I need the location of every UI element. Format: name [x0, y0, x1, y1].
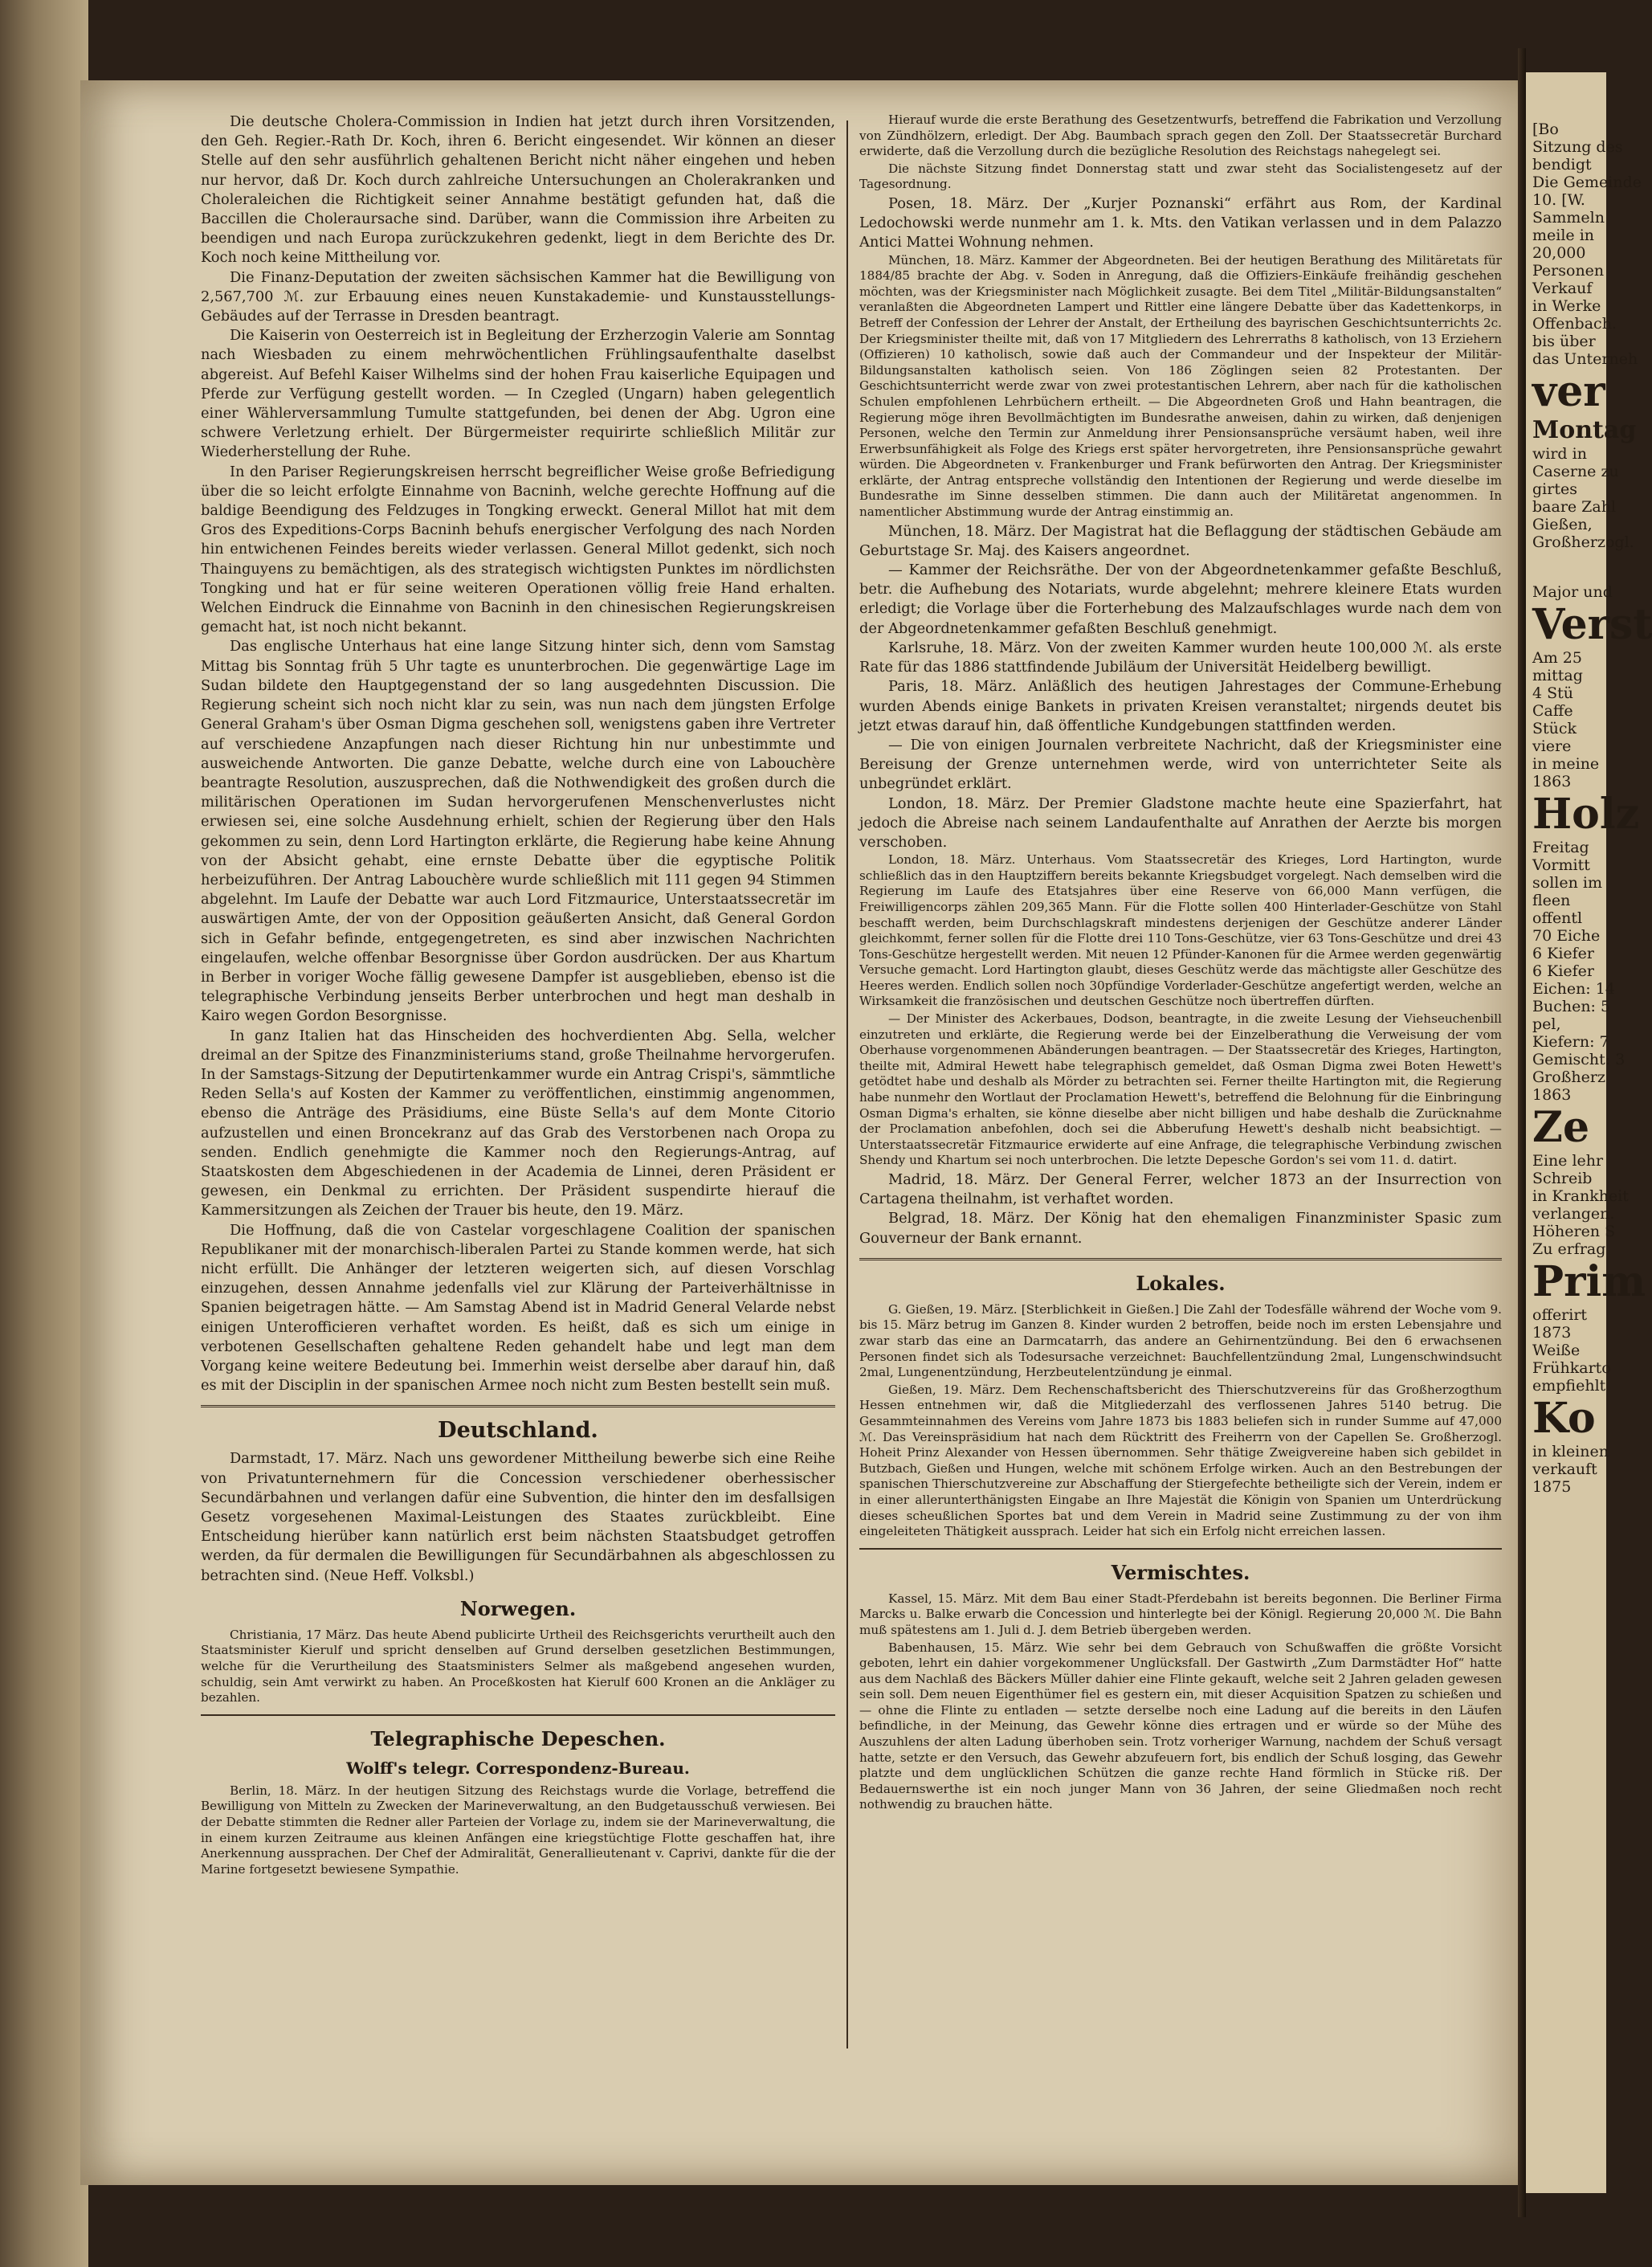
next-page-heading: Holz	[1532, 790, 1640, 839]
article-giessen-sterblichkeit: G. Gießen, 19. März. [Sterblichkeit in Gießen.] Die Zahl der Todesfälle während der Woche vom 9. bis 15. März betrug im Ganzen 8. Kinder wurden 2 betroffen, beide noch im ersten Lebensjahre und zwar starb das eine an Darmcatarrh, das andere an Gehirnentzündung. Bei den 6 erwachsenen Personen findet sich als Todesursache verzeichnet: Bauchfellentzündung 2mal, Lungenschwindsucht 2mal, Lungenentzündung, Herzbeutelentzündung je einmal.	[859, 1301, 1502, 1380]
article-london-gladstone: London, 18. März. Der Premier Gladstone machte heute eine Spazierfahrt, hat jedoch die Abreise nach seinem Landaufenthalte auf Anrathen der Aerzte bis morgen verschoben.	[859, 794, 1502, 851]
article-babenhausen: Babenhausen, 15. März. Wie sehr bei dem Gebrauch von Schußwaffen die größte Vorsicht geboten, lehrt ein dahier vorgekommener Unglücksfall. Der Gastwirth „Zum Darmstädter Hof“ hatte aus dem Nachlaß des Bäckers Müller dahier eine Flinte gekauft, welche seit 2 Jahren geladen gewesen sein soll. Dem neuen Eigenthümer fiel es gestern ein, mit dieser Acquisition Spatzen zu schießen und — ohne die Flinte zu entladen — setzte derselbe noch eine Ladung auf die bereits in den Läufen befindliche, in der Meinung, das Gewehr könne dies ertragen und er würde so der Mühe des Auszuhlens der alten Ladung überhoben sein. Trotz vorheriger Warnung, nachdem der Schuß versagt hatte, setzte er den Versuch, das Gewehr abzufeuern fort, bis endlich der Schuß losging, das Gewehr platzte und dem unglücklichen Schützen die ganze rechte Hand förmlich in Stücke riß. Der Bedauernswerthe ist ein noch junger Mann von 36 Jahren, der seine Gliedmaßen noch recht nothwendig zu brauchen hätte.	[859, 1640, 1502, 1812]
article-posen: Posen, 18. März. Der „Kurjer Poznanski“ erfährt aus Rom, der Kardinal Ledochowski werde nunmehr am 1. k. Mts. den Vatikan verlassen und in dem Palazzo Antici Mattei Wohnung nehmen.	[859, 194, 1502, 251]
next-page-fragment: verlangen.	[1532, 1205, 1615, 1223]
section-subtitle-wolff: Wolff's telegr. Correspondenz-Bureau.	[346, 1758, 690, 1778]
next-page-fragments-3	[1526, 583, 1613, 601]
next-page-fragment: Freitag	[1532, 839, 1589, 856]
article-finanz-deputation: Die Finanz-Deputation der zweiten sächsischen Kammer hat die Bewilligung von 2,567,700 ℳ. zur Erbauung eines neuen Kunstakademie- und Kunstausstellungs-Gebäudes auf der Terrasse in Dresden beantragt.	[201, 268, 835, 325]
next-page-heading: Ko	[1532, 1394, 1596, 1443]
next-page-fragment: girtes	[1532, 480, 1577, 498]
next-page-fragment: 10. [W.	[1532, 191, 1585, 209]
next-page-fragment: Stück	[1532, 720, 1577, 737]
article-giessen-thierschutzverein: Gießen, 19. März. Dem Rechenschaftsbericht des Thierschutzvereins für das Großherzogthum Hessen entnehmen wir, daß die Mitgliederzahl des verflossenen Jahres 5140 betrug. Die Gesammteinnahmen des Vereins vom Jahre 1873 bis 1883 beliefen sich in runder Summe auf 47,000 ℳ. Das Vereinspräsidium hat nach dem Rücktritt des Freiherrn von der Capellen Se. Großherzogl. Hoheit Prinz Alexander von Hessen übernommen. Sehr thätige Zweigvereine haben sich gebildet in Butzbach, Gießen und Hungen, welche mit schönem Erfolge wirken. Auch an den Bestrebungen der spanischen Thierschutzvereine zur Abschaffung der Stiergefechte betheiligte sich der Verein, indem er in einer allerunterthänigsten Eingabe an Ihre Majestät die Königin von Spanien um Unterdrückung dieses scheußlichen Sportes bat und dem Verein in Madrid seine Zustimmung zu der von ihm eingeleiteten Thätigkeit aussprach. Leider hat sich ein Erfolg nicht erreichen lassen.	[859, 1382, 1502, 1539]
next-page-fragment: in Werke	[1532, 297, 1601, 315]
next-page-fragment: Caserne zu	[1532, 463, 1619, 480]
column-divider	[846, 120, 848, 2048]
next-page-fragment: Eichen: 14	[1532, 980, 1615, 998]
next-page-fragments-2	[1526, 445, 1634, 551]
next-page-fragment: 70 Eiche	[1532, 927, 1601, 945]
section-title-telegraphische-depeschen: Telegraphische Depeschen.	[370, 1726, 666, 1750]
next-page-fragment: Personen	[1532, 262, 1605, 280]
next-page-year: 1863	[1532, 1086, 1572, 1104]
next-page-fragment: 6 Kiefer	[1532, 945, 1595, 962]
article-italien-sella: In ganz Italien hat das Hinscheiden des hochverdienten Abg. Sella, welcher dreimal an der Spitze des Finanzministeriums stand, große Theilnahme hervorgerufen. In der Samstags-Sitzung der Deputirtenkammer wurde ein Antrag Crispi's, sämmtliche Reden Sella's auf Kosten der Kammer zu veröffentlichen, einstimmig angenommen, ebenso die Anträge des Präsidiums, eine Büste Sella's auf dem Monte Citorio aufzustellen und einen Broncekranz auf das Grab des Verstorbenen nach Oropa zu senden. Endlich genehmigte die Kammer noch den Regierungs-Antrag, auf Staatskosten dem Abgeschiedenen in der Academia de Linnei, deren Präsident er gewesen, ein Denkmal zu errichten. Der Präsident suspendirte hierauf die Kammersitzungen als Zeichen der Trauer bis heute, den 19. März.	[201, 1027, 835, 1219]
article-muenchen-kammer: München, 18. März. Kammer der Abgeordneten. Bei der heutigen Berathung des Militäretats für 1884/85 brachte der Abg. v. Soden in Anregung, daß die Offiziers-Einkäufe freihändig geschehen möchten, was der Kriegsminister nach Möglichkeit zusagte. Bei dem Titel „Militär-Bildungsanstalten“ veranlaßten die Abgeordneten Lampert und Rittler eine längere Debatte über das Kadettenkorps, in Betreff der Confession der Lehrer der Anstalt, der Ertheilung des bayrischen Geschichtsunterrichts 2c. Der Kriegsminister theilte mit, daß von 17 Mitgliedern des Lehrerraths 8 katholisch, von 13 Erziehern (Offizieren) 10 katholisch, sowie daß auch der Commandeur und der Inspekteur der Militär-Bildungsanstalten katholisch seien. Von 186 Zöglingen seien 82 Protestanten. Der Geschichtsunterricht werde zwar von zwei protestantischen Lehrern, aber nach für die katholischen Schulen empfohlenen Lehrbüchern ertheilt. — Die Abgeordneten Groß und Hahn beantragen, die Regierung möge ihren Bevollmächtigten im Bundesrathe anweisen, dahin zu wirken, daß denjenigen Personen, welche den Termin zur Anmeldung ihrer Pensionsansprüche versäumt haben, weil ihre Erwerbsunfähigkeit als Folge des Kriegs erst später hervorgetreten, ihre Pensionsansprüche gewahrt würden. Die Abgeordneten v. Frankenburger und Frank befürworten den Antrag. Der Kriegsminister erklärte, der Antrag entspreche vollständig den Intentionen der Regierung und werde dieselbe im Bundesrathe im Sinne desselben stimmen. Die dann auch der Militäretat angenommen. In namentlicher Abstimmung wurde der Antrag einstimmig an.	[859, 252, 1502, 520]
next-page-fragment: empfiehlt	[1532, 1377, 1606, 1395]
next-page-fragment: viere	[1532, 737, 1572, 755]
next-page-fragment: Verkauf	[1532, 280, 1593, 297]
article-christiania: Christiania, 17 März. Das heute Abend publicirte Urtheil des Reichsgerichts verurtheilt auch den Staatsminister Kierulf und spricht denselben auf Grund derselben gesetzlichen Bestimmungen, welche für die Verurtheilung des Staatsministers Selmer als maßgebend angesehen wurden, schuldig, sein Amt verwirkt zu haben. An Proceßkosten hat Kierulf 600 Kronen an die Ankläger zu bezahlen.	[201, 1627, 835, 1705]
next-page-fragments-6	[1526, 1152, 1629, 1258]
next-page-fragment: mittag	[1532, 667, 1583, 684]
section-divider	[201, 1714, 835, 1716]
section-divider	[859, 1548, 1502, 1550]
next-page-fragment: 4 Stü	[1532, 684, 1574, 702]
article-madrid: Madrid, 18. März. Der General Ferrer, welcher 1873 an der Insurrection von Cartagena theilnahm, ist verhaftet worden.	[859, 1171, 1502, 1208]
next-page-fragment: in Krankheit	[1532, 1187, 1629, 1205]
next-page-fragment: Sammeln	[1532, 209, 1605, 227]
article-pariser-regierungskreise: In den Pariser Regierungskreisen herrscht begreiflicher Weise große Befriedigung über die so leicht erfolgte Einnahme von Bacninh, welche gerechte Hoffnung auf die baldige Beendigung des Feldzuges in Tongking erweckt. General Millot hat mit dem Gros des Expeditions-Corps Bacninh behufs energischer Verfolgung des nach Norden hin entwichenen Feindes bereits wieder verlassen. General Millot gedenkt, sich noch Thainguyens zu bemächtigen, als des strategisch wichtigsten Punktes im nördlichsten Tongking und hat er für seine weiteren Operationen völlig freie Hand erhalten. Welchen Eindruck die Einnahme von Bacninh in den chinesischen Regierungskreisen gemacht hat, ist noch nicht bekannt.	[201, 463, 835, 636]
article-muenchen-magistrat: München, 18. März. Der Magistrat hat die Beflaggung der städtischen Gebäude am Geburtstage Sr. Maj. des Kaisers angeordnet.	[859, 522, 1502, 559]
section-title-lokales: Lokales.	[1136, 1271, 1226, 1295]
next-page-fragment: Sitzung des	[1532, 138, 1623, 156]
article-zuendhoelzer: Hierauf wurde die erste Berathung des Gesetzentwurfs, betreffend die Fabrikation und Verzollung von Zündhölzern, erledigt. Der Abg. Baumbach sprach gegen den Zoll. Der Staatssecretär Burchard erwiderte, daß die Verzollung durch die bezügliche Resolution des Reichstags nahegelegt sei.	[859, 112, 1502, 159]
next-page-fragment: 1875	[1532, 1478, 1572, 1496]
next-page-fragment: Höheren S	[1532, 1223, 1616, 1240]
next-page-fragment: in meine	[1532, 755, 1600, 773]
article-london-viehseuchenbill: — Der Minister des Ackerbaues, Dodson, beantragte, in die zweite Lesung der Viehseuchenbill einzutreten und erklärte, die Regierung werde bei der Einzelberathung die Verweisung der vom Oberhause vorgenommenen Abänderungen beantragen. — Der Staatssecretär des Krieges, Hartington, theilte mit, Admiral Hewett habe telegraphisch gemeldet, daß Osman Digma zwei Boten Hewett's getödtet habe und deshalb als Mörder zu betrachten sei. Ferner theilte Hartington mit, die Regierung habe nunmehr den Wortlaut der Proclamation Hewett's, betreffend die Belohnung für die Einbringung Osman Digma's erhalten, sie könne dieselbe aber nicht billigen und habe deshalb die Zurücknahme der Proclamation anbefohlen, doch sei die Abberufung Hewett's deshalb nicht beabsichtigt. — Unterstaatssecretär Fitzmaurice erwiderte auf eine Anfrage, die telegraphische Verbindung zwischen Shendy und Khartum sei noch unterbrochen. Die letzte Depesche Gordon's sei vom 11. d. datirt.	[859, 1011, 1502, 1168]
next-page-fragment: Frühkarto	[1532, 1359, 1611, 1377]
next-page-fragment: das Unterneh	[1532, 350, 1638, 368]
next-page-fragments-7	[1526, 1306, 1611, 1395]
article-karlsruhe: Karlsruhe, 18. März. Von der zweiten Kammer wurden heute 100,000 ℳ. als erste Rate für das 1886 stattfindende Jubiläum der Universität Heidelberg bewilligt.	[859, 639, 1502, 676]
article-englisches-unterhaus: Das englische Unterhaus hat eine lange Sitzung hinter sich, denn vom Samstag Mittag bis Sonntag früh 5 Uhr tagte es ununterbrochen. Die gegenwärtige Lage im Sudan bildete den Hauptgegenstand der so lang ausgedehnten Discussion. Die Regierung scheint sich noch nicht klar zu sein, was nun nach dem jüngsten Erfolge General Graham's über Osman Digma geschehen soll, wenigstens gaben ihre Vertreter auf verschiedene Anzapfungen nach dieser Richtung hin nur unbestimmte und ausweichende Antworten. Die ganze Debatte, welche durch eine von Labouchère beantragte Resolution, auszusprechen, daß die Nothwendigkeit des großen durch die militärischen Operationen im Sudan hervorgerufenen Menschenverlustes nicht erwiesen sei, eine solche Ausdehnung erhielt, schien der Regierung über den Hals gekommen zu sein, denn Lord Hartington erklärte, die Regierung habe keine Ahnung von der Absicht gehabt, eine ernste Debatte über die egyptische Politik herbeizuführen. Der Antrag Labouchère wurde schließlich mit 111 gegen 94 Stimmen abgelehnt. Im Laufe der Debatte war auch Lord Fitzmaurice, Unterstaatssecretär im auswärtigen Amte, der von der Opposition geäußerten Ansicht, daß General Gordon sich in Gefahr befinde, entgegengetreten, es sind aber inzwischen Nachrichten eingelaufen, welche offenbar Besorgnisse über Gordon ausdrücken. Der aus Khartum in Berber in voriger Woche fällig gewesene Dampfer ist ausgeblieben, ebenso ist die telegraphische Verbindung jenseits Berber unterbrochen und hegt man deshalb in Kairo wegen Gordon Besorgnisse.	[201, 638, 835, 1025]
next-page-heading: Verst	[1532, 600, 1652, 649]
next-page-fragment: Eine lehr	[1532, 1152, 1604, 1170]
next-page-fragment: Die Gemeinde	[1532, 174, 1642, 191]
article-paris-kriegsminister: — Die von einigen Journalen verbreitete Nachricht, daß der Kriegsminister eine Bereisung der Grenze unternehmen werde, wird von unterrichteter Seite als unbegründet erklärt.	[859, 736, 1502, 793]
next-page-fragment: 1873	[1532, 1324, 1572, 1342]
article-darmstadt: Darmstadt, 17. März. Nach uns gewordener Mittheilung bewerbe sich eine Reihe von Privatunternehmern für die Concession verschiedener oberhessischer Secundärbahnen und verlangen dafür eine Subvention, die hinter den im desfallsigen Gesetz vorgesehenen Maximal-Leistungen des Staates zurückbleibt. Eine Entscheidung hierüber kann natürlich erst beim nächsten Staatsbudget getroffen werden, da für dermalen die Bewilligungen für Secundärbahnen als abgeschlossen zu betrachten sind. (Neue Heff. Volksbl.)	[201, 1450, 835, 1584]
next-page-fragment: Kiefern: 7	[1532, 1033, 1609, 1051]
next-page-edge	[1526, 72, 1652, 2193]
article-kassel: Kassel, 15. März. Mit dem Bau einer Stadt-Pferdebahn ist bereits begonnen. Die Berliner Firma Marcks u. Balke erwarb die Concession und hinterlegte bei der Königl. Regierung 20,000 ℳ. Die Bahn muß spätestens am 1. Juli d. J. dem Betrieb übergeben werden.	[859, 1591, 1502, 1637]
next-page-heading: Ze	[1532, 1103, 1590, 1152]
article-muenchen-reichsraethe: — Kammer der Reichsräthe. Der von der Abgeordnetenkammer gefaßte Beschluß, betr. die Aufhebung des Notariats, wurde abgelehnt; mehrere kleinere Etats wurden erledigt; die Vorlage über die Forterhebung des Malzaufschlages wurde nach dem von der Abgeordnetenkammer gefaßten Beschluß genehmigt.	[859, 562, 1502, 637]
article-spanien-castelar: Die Hoffnung, daß die von Castelar vorgeschlagene Coalition der spanischen Republikaner mit der monarchisch-liberalen Partei zu Stande kommen werde, hat sich nicht erfüllt. Die Anhänger der letzteren weigerten sich, auf diesen Vorschlag einzugehen, dessen Annahme jedenfalls viel zur Klärung der Parteiverhältnisse in Spanien beigetragen hätte. — Am Samstag Abend ist in Madrid General Velarde nebst einigen Unterofficieren verhaftet worden. Es heißt, daß es sich um einige in verbotenen Gesellschaften gehaltene Reden gehandelt habe und legt man dem Vorgang keine weitere Bedeutung bei. Immerhin weist derselbe aber darauf hin, daß es mit der Disciplin in der spanischen Armee noch nicht zum Besten bestellt sein muß.	[201, 1221, 835, 1395]
section-title-deutschland: Deutschland.	[438, 1418, 598, 1444]
next-page-fragment: pel,	[1532, 1015, 1561, 1033]
next-page-fragment: bis über	[1532, 333, 1596, 350]
right-column	[859, 112, 1502, 1815]
next-page-fragment: sollen im	[1532, 874, 1602, 892]
section-title-vermischtes: Vermischtes.	[1111, 1560, 1250, 1584]
next-page-fragment: Gießen,	[1532, 516, 1593, 533]
next-page-fragment: verkauft	[1532, 1460, 1597, 1478]
next-page-fragments-1	[1526, 120, 1642, 368]
next-page-fragment: Caffe	[1532, 702, 1573, 720]
next-page-fragment: Weiße	[1532, 1342, 1581, 1359]
next-page-fragment: Gemischt: 3	[1532, 1051, 1625, 1068]
next-page-fragment: baare Zahl	[1532, 498, 1617, 516]
next-page-fragment: meile in	[1532, 227, 1595, 244]
next-page-heading: Prim	[1532, 1257, 1646, 1306]
next-page-fragment: bendigt	[1532, 156, 1592, 174]
next-page-fragment: offentl	[1532, 909, 1583, 927]
next-page-fragment: Großherz	[1532, 1068, 1605, 1086]
article-naechste-sitzung: Die nächste Sitzung findet Donnerstag statt und zwar steht das Socialistengesetz auf der Tagesordnung.	[859, 161, 1502, 192]
article-kaiserin-oesterreich: Die Kaiserin von Oesterreich ist in Begleitung der Erzherzogin Valerie am Sonntag nach Wiesbaden zu einem mehrwöchentlichen Frühlingsaufenthalte daselbst abgereist. Auf Befehl Kaiser Wilhelms sind der hohen Frau kaiserliche Equipagen und Pferde zur Verfügung gestellt worden. — In Czegled (Ungarn) haben gelegentlich einer Wählerversammlung Tumulte stattgefunden, bei denen der Abg. Ugron eine schwere Verletzung erhielt. Der Bürgermeister requirirte schließlich Militär zur Wiederherstellung der Ruhe.	[201, 327, 835, 461]
article-cholera-commission: Die deutsche Cholera-Commission in Indien hat jetzt durch ihren Vorsitzenden, den Geh. Regier.-Rath Dr. Koch, ihren 6. Bericht eingesendet. Wir können an dieser Stelle auf den sehr ausführlich gehaltenen Bericht nicht näher eingehen und heben nur hervor, daß Dr. Koch durch zahlreiche Untersuchungen an Cholerakranken und Choleraleichen die Richtigkeit seiner Annahme bestätigt gefunden hat, daß die Baccillen die Choleraursache sind. Darüber, wann die Commission ihre Arbeiten zu beendigen und nach Europa zurückzukehren gedenkt, liegt in dem Berichte des Dr. Koch noch keine Mittheilung vor.	[201, 113, 835, 267]
next-page-fragment: Zu erfrag	[1532, 1240, 1606, 1258]
book-binding-edge	[0, 0, 88, 2267]
article-belgrad: Belgrad, 18. März. Der König hat den ehemaligen Finanzminister Spasic zum Gouverneur der Bank ernannt.	[859, 1210, 1502, 1247]
next-page-fragment: Offenbach.	[1532, 315, 1617, 333]
next-page-fragment: Am 25	[1532, 649, 1582, 667]
next-page-fragment: fleen	[1532, 892, 1571, 909]
next-page-fragment: Schreib	[1532, 1170, 1593, 1187]
article-berlin-reichstag: Berlin, 18. März. In der heutigen Sitzung des Reichstags wurde die Vorlage, betreffend die Bewilligung von Mitteln zu Zwecken der Marineverwaltung, an den Budgetausschuß verwiesen. Bei der Debatte stimmten die Redner aller Parteien der Vorlage zu, indem sie der Marineverwaltung, die in einem kurzen Zeitraume aus kleinen Anfängen eine kriegstüchtige Flotte geschaffen hat, ihre Anerkennung aussprachen. Der Chef der Admiralität, Generallieutenant v. Caprivi, dankte für die der Marine fortgesetzt bewiesene Sympathie.	[201, 1783, 835, 1877]
article-london-kriegsbudget: London, 18. März. Unterhaus. Vom Staatssecretär des Krieges, Lord Hartington, wurde schließlich das in den Hauptziffern bereits bekannte Kriegsbudget vorgelegt. Nach demselben wird die Regierung im Laufe des Etatsjahres über eine Reserve von 66,000 Mann verfügen, die Freiwilligencorps zählen 209,365 Mann. Für die Flotte sollen 400 Hinterlader-Geschütze von Stahl beschafft werden, beim Durchschlagskraft mindestens derjenigen der Geschütze anderer Länder gleichkommt, ferner sollen für die Flotte drei 110 Tons-Geschütze, vier 63 Tons-Geschütze und drei 43 Tons-Geschütze hergestellt werden. Mit neuen 12 Pfünder-Kanonen für die Armee werden gegenwärtig Versuche gemacht. Lord Hartington glaubt, dieses Geschütz werde das mächtigste aller Geschütze des Heeres werden. Endlich sollen noch 30pfündige Vorderlader-Geschütze angefertigt werden, welche an Wirksamkeit die französischen und deutschen Geschütze noch übertreffen dürften.	[859, 852, 1502, 1009]
next-page-subheading: Montag	[1532, 416, 1637, 444]
next-page-fragments-8	[1526, 1443, 1609, 1496]
next-page-fragment: 6 Kiefer	[1532, 962, 1595, 980]
article-paris-commune: Paris, 18. März. Anläßlich des heutigen Jahrestages der Commune-Erhebung wurden Abends einige Bankets in privaten Kreisen veranstaltet; nirgends deutet bis jetzt etwas darauf hin, daß öffentliche Kundgebungen stattfinden werden.	[859, 678, 1502, 734]
section-title-norwegen: Norwegen.	[459, 1596, 577, 1620]
next-page-fragment: 20,000	[1532, 244, 1586, 262]
next-page-year: 1863	[1532, 773, 1572, 790]
next-page-fragment: in kleinen	[1532, 1443, 1609, 1460]
section-divider	[859, 1258, 1502, 1260]
left-column	[201, 112, 835, 1879]
page-gutter	[1518, 48, 1526, 2217]
next-page-fragment: Großherzogl.	[1532, 533, 1634, 551]
next-page-fragment: [Bo	[1532, 120, 1559, 138]
next-page-heading: ver	[1532, 367, 1605, 416]
next-page-fragment: Vormitt	[1532, 856, 1590, 874]
section-divider	[201, 1405, 835, 1407]
next-page-fragments-5	[1526, 839, 1625, 1086]
next-page-fragment: offerirt	[1532, 1306, 1588, 1324]
next-page-fragment: Buchen: 5	[1532, 998, 1611, 1015]
next-page-fragment: Major und	[1532, 583, 1613, 601]
next-page-fragments-4	[1526, 649, 1606, 773]
next-page-fragment: wird in	[1532, 445, 1587, 463]
